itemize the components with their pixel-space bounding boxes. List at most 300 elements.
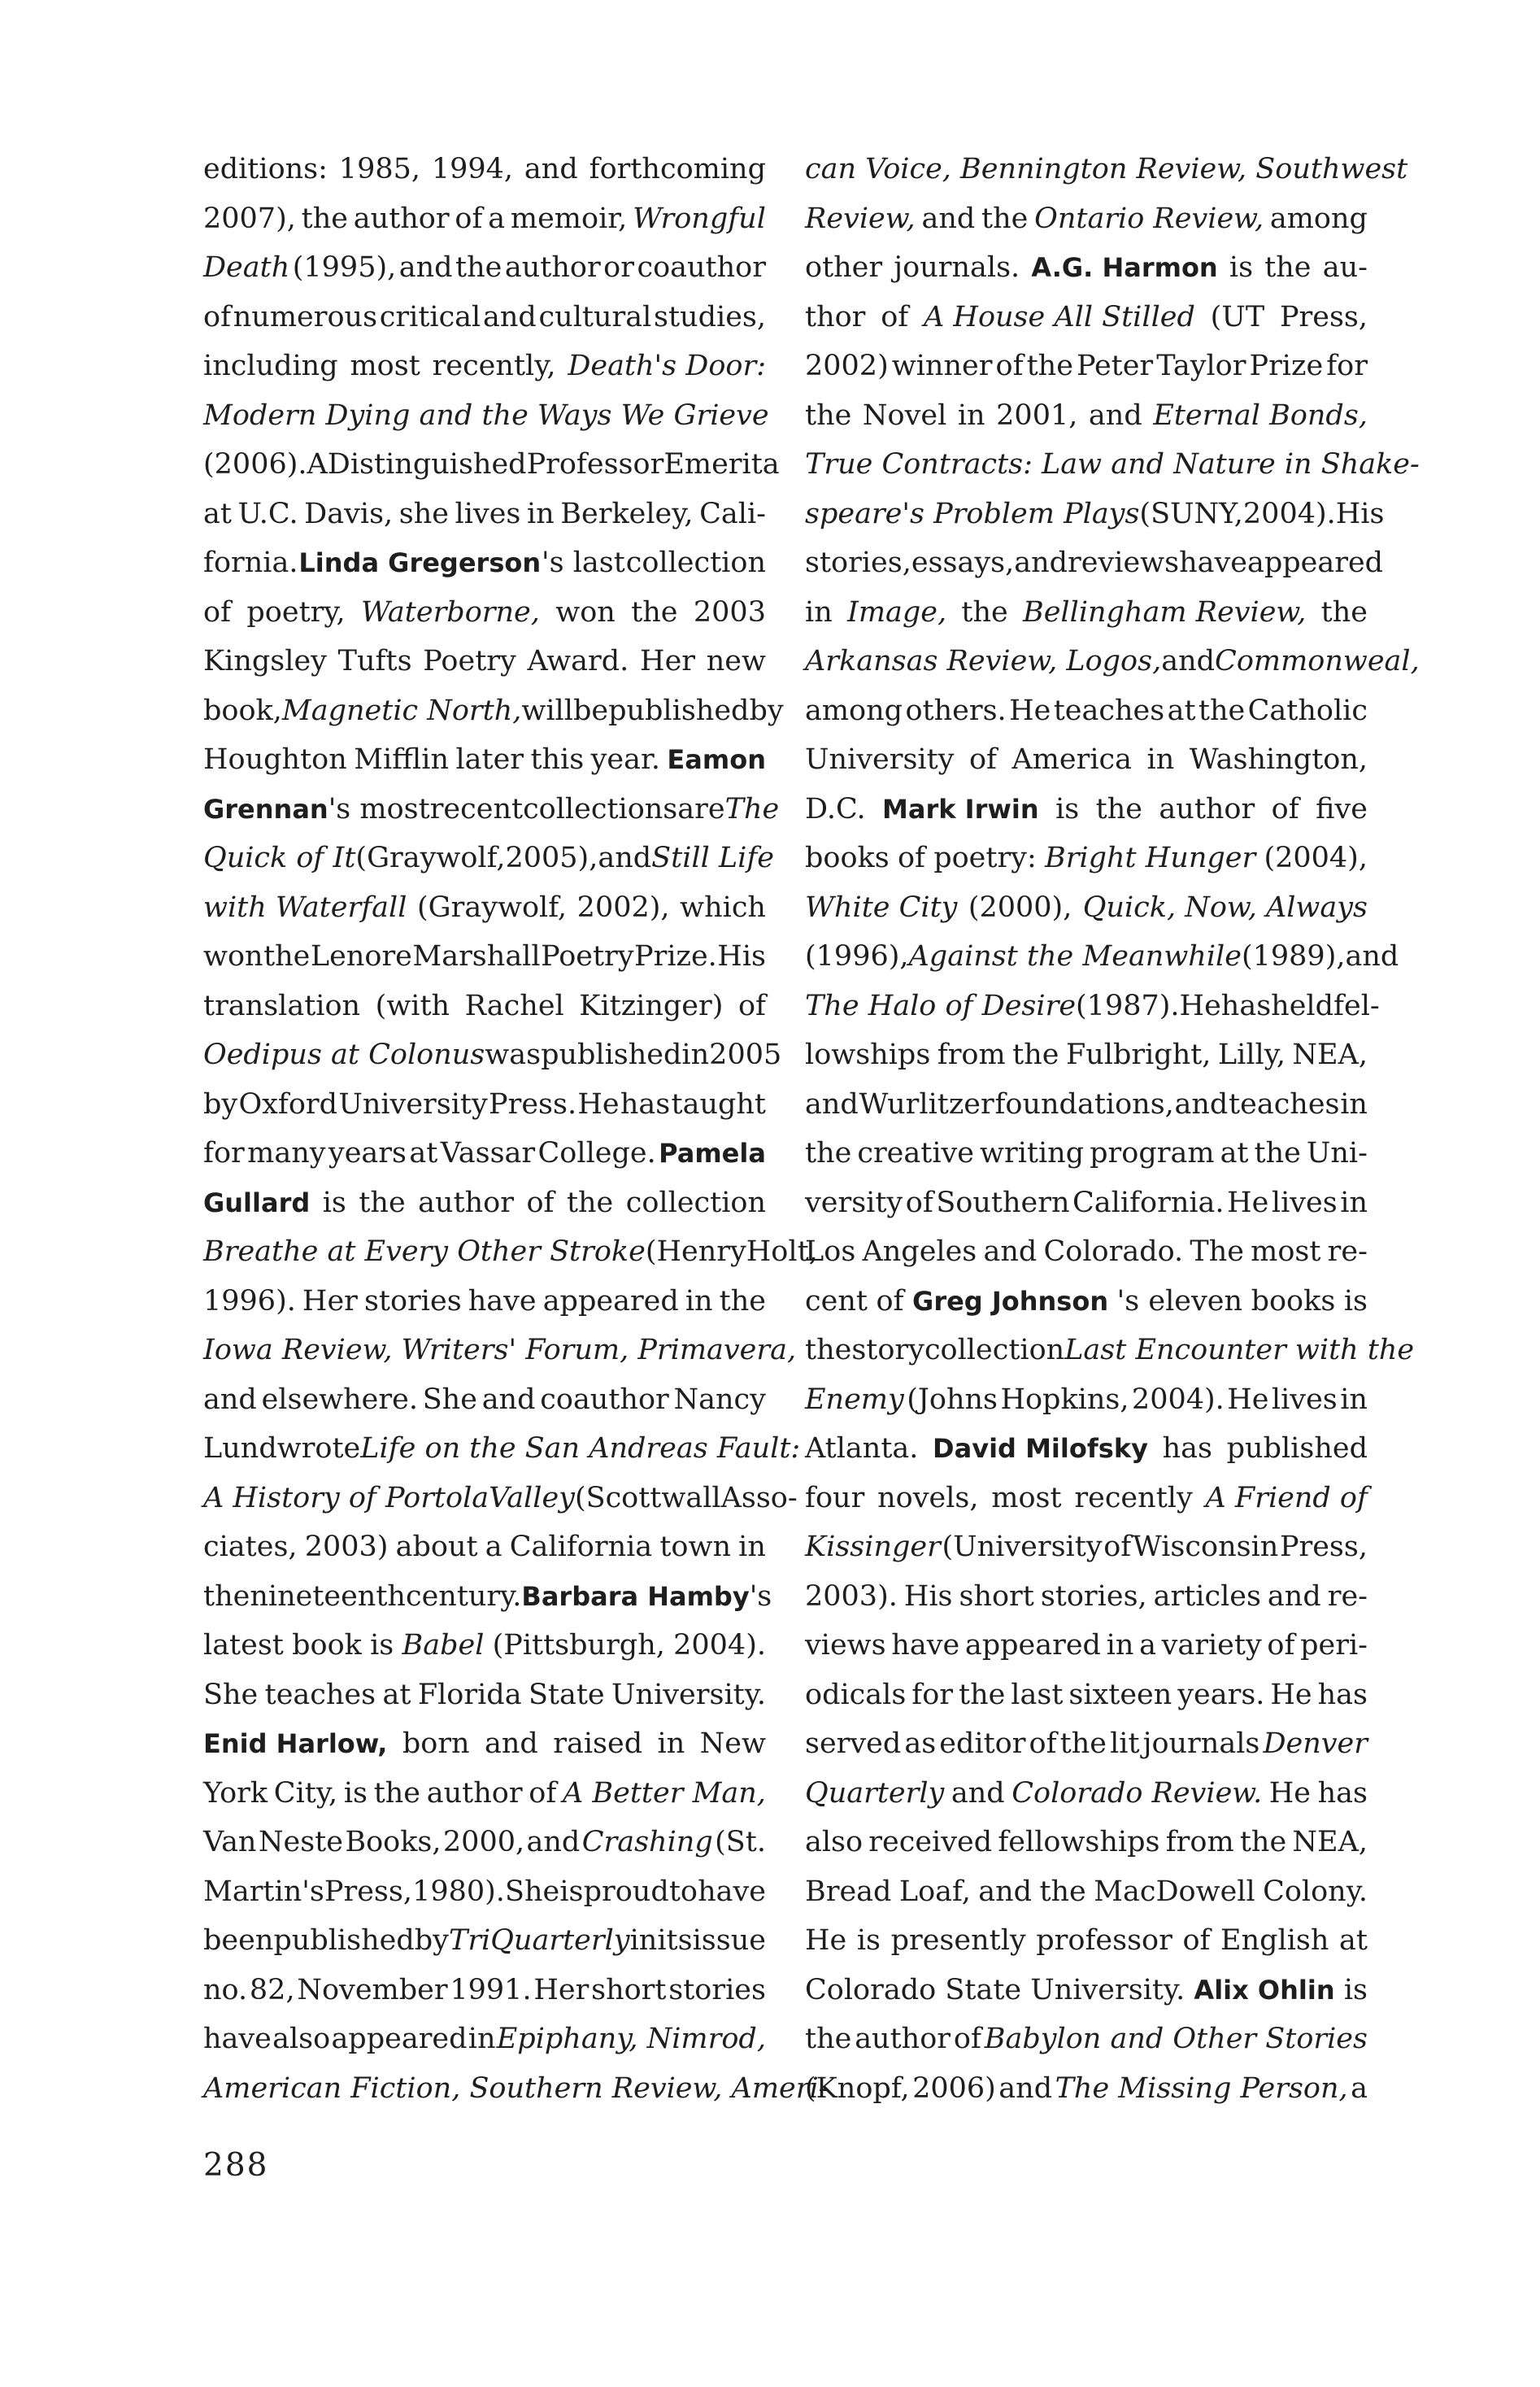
text-run: Last Encounter with the [1064,1334,1415,1366]
text-run: are [677,792,725,825]
text-run: is [1055,792,1080,825]
text-run: latest [203,1629,284,1662]
text-run: won [555,595,616,629]
text-run: teaches [1053,694,1165,727]
text-run: poetry, [246,595,346,629]
text-run: appeared [964,1629,1101,1662]
text-run: Her [533,1973,589,2006]
text-run: A Friend of [1205,1481,1368,1514]
text-run: and [1161,645,1216,677]
text-run: of [881,300,909,333]
text-run: recently, [432,350,556,382]
text-run: of [526,1186,555,1219]
text-run: cent [805,1284,868,1318]
text-run: Catholic [1247,694,1368,727]
text-run: raised [553,1727,643,1760]
text-run: Waterborne, [361,595,540,629]
text-run: 1994, [431,153,514,185]
text-run: in [629,1924,658,1957]
text-run: New [699,1727,766,1760]
text-line [805,194,1368,244]
text-run: English [1220,1924,1329,1957]
text-run: au- [1322,251,1368,284]
text-run: Epiphany, Nimrod, [496,2023,766,2055]
text-run: and [1174,1087,1229,1121]
text-line [805,1375,1368,1425]
text-run: (UT [1210,300,1265,333]
text-run: and [524,153,578,185]
text-run: The Missing Person, [1055,2071,1348,2105]
page-number: 288 [203,2147,269,2184]
text-run: in [1106,1629,1134,1662]
text-run: collection [625,1186,766,1219]
text-line [805,883,1368,933]
text-line [203,1424,801,1474]
text-line [805,1129,1368,1178]
text-line [203,1818,766,1867]
text-run: odicals [805,1678,907,1711]
contributor-name: A.G. Harmon [1031,252,1218,283]
text-line [805,1227,1368,1277]
text-run: and [203,1383,257,1416]
text-run: no. [203,1973,248,2006]
text-run: new [706,645,766,677]
text-line [805,1867,1368,1917]
text-run: Poetry [541,940,634,973]
text-line [203,735,766,785]
text-run: stories [668,1973,766,2006]
text-run: re- [1327,1579,1368,1613]
text-run: fel- [1333,989,1380,1022]
text-run: story [851,1334,924,1366]
text-run: the [1026,350,1073,382]
text-run: published [608,694,750,727]
text-line [805,440,1420,490]
text-run: the [1239,1826,1287,1858]
text-run: numerous [233,300,378,333]
text-run: 's most [328,792,430,825]
text-run: 2007), [203,202,296,235]
text-run: in [957,399,985,432]
text-run: 2003). [805,1579,898,1613]
text-run: born [402,1727,470,1760]
text-run: for [911,1678,954,1711]
text-line [203,1030,782,1080]
text-run: teaches [1229,1087,1340,1121]
text-run: appeared [1246,547,1384,579]
text-line [805,1572,1368,1622]
text-run: stories, [805,547,911,579]
text-run: author [426,1776,523,1810]
text-run: Uni- [1306,1137,1368,1170]
text-run: November [297,1973,448,2006]
text-run: memoir, [510,202,628,235]
text-run: 2003 [693,595,766,629]
text-line [203,391,769,441]
text-run: have [698,1875,766,1908]
text-line [203,588,766,638]
text-run: cultural [538,300,652,333]
text-run: by [203,1087,238,1121]
text-run: is [1343,1973,1368,2006]
text-run: of [995,350,1024,382]
text-line [805,2015,1368,2064]
text-run: the [961,595,1008,629]
text-run: which [680,891,766,924]
text-run: wrote [276,1432,361,1465]
text-run: short [959,1579,1034,1613]
text-run: Babylon and Other Stories [984,2023,1368,2055]
text-run: have [1179,547,1247,579]
text-run: collection [924,1334,1065,1366]
text-run: or [603,251,634,284]
text-run: Mifflin [354,743,450,776]
text-line [203,1178,766,1228]
text-run: Magnetic North, [281,694,522,727]
text-run: TriQuarterly [448,1924,630,1957]
text-run: for [1326,350,1368,382]
text-run: years. [1177,1678,1265,1711]
text-run: is [856,1924,881,1957]
text-run: winner [891,350,993,382]
text-line [203,1867,766,1917]
text-run: writing [980,1137,1085,1170]
text-run: 1991. [450,1973,532,2006]
text-line [203,1966,766,2015]
text-run: views [805,1629,886,1662]
text-run: from [937,1039,1006,1071]
text-run: Against the Meanwhile [908,940,1242,973]
text-line [203,145,766,194]
text-line [203,440,780,490]
text-run: served [805,1727,902,1760]
text-run: re- [1327,1235,1368,1268]
text-run: Cali- [699,497,766,530]
text-run: articles [1153,1579,1261,1613]
text-line [203,194,766,244]
text-run: others. [905,694,1007,727]
text-run: The [724,792,780,825]
text-line [203,1522,766,1572]
text-run: also [272,2023,331,2055]
text-run: of [905,1186,933,1219]
text-run: 's last [542,547,625,579]
text-run: Emerita [663,448,780,481]
text-run: nineteenth [250,1579,406,1613]
text-run: foundations, [994,1087,1174,1121]
right-text-column [805,145,1420,2113]
text-run: Nancy [673,1383,766,1416]
text-line [805,932,1399,982]
text-run: (University [942,1531,1103,1563]
text-run: lives [1271,1383,1338,1416]
text-run: Colorado Review. [1011,1776,1263,1810]
text-run: Washington, [1189,743,1368,776]
text-run: Press, [1279,1531,1368,1563]
text-run: for [203,1137,245,1170]
text-line [805,1769,1368,1819]
text-run: Quarterly [805,1776,945,1810]
text-line [805,490,1385,539]
text-line [805,1080,1368,1130]
text-run: Prize [1249,350,1324,382]
text-run: of [1103,1531,1132,1563]
text-run: essays, [911,547,1015,579]
text-run: the [805,2023,852,2055]
text-run: the [981,202,1029,235]
text-line [203,1474,798,1523]
text-run: books [1251,1284,1336,1318]
text-run: also [805,1826,864,1858]
text-run: and [998,2071,1053,2105]
text-run: (1996), [805,940,909,973]
text-run: 82, [249,1973,295,2006]
contributor-name: Gullard [203,1187,311,1218]
text-run: (Graywolf, [417,891,568,924]
text-run: Oedipus at Colonus [203,1039,485,1071]
text-run: reviews [1068,547,1180,579]
text-run: forthcoming [589,153,766,185]
text-run: Lund [203,1432,277,1465]
text-run: the [359,1186,406,1219]
text-run: the [373,1776,421,1810]
text-run: 2004). [1131,1383,1225,1416]
text-line [203,834,775,883]
text-run: published [1226,1432,1368,1465]
text-line [805,243,1368,293]
text-run: of [876,1284,904,1318]
text-run: She [203,1678,259,1711]
text-run: (Pittsburgh, [492,1629,665,1662]
text-line [203,1326,797,1375]
text-run: to [668,1875,698,1908]
text-run: the [719,1284,766,1318]
text-run: and [983,1235,1038,1268]
text-run: at [1167,694,1196,727]
text-run: She [422,1383,477,1416]
text-run: is [343,1776,368,1810]
text-line [805,293,1368,342]
text-line [203,883,766,933]
text-run: a [485,1531,502,1563]
text-run: A Better Man, [563,1776,766,1810]
text-run: Bread [805,1875,892,1908]
text-run: of [968,743,997,776]
text-run: lives [1271,1186,1338,1219]
text-line [805,637,1420,686]
text-run: versity [805,1186,903,1219]
text-run: Berkeley, [560,497,694,530]
text-line [805,1966,1368,2015]
text-run: (2000), [968,891,1072,924]
text-line [805,1030,1368,1080]
text-line [805,1670,1368,1720]
text-run: State [528,1678,605,1711]
text-run: California [509,1531,653,1563]
text-run: Bright Hunger [1044,842,1256,874]
text-run: and [1345,940,1399,973]
text-run: Modern Dying and the Ways We Grieve [203,399,769,432]
text-run: University [805,743,955,776]
text-run: was [485,1039,542,1071]
text-run: 1996). [203,1284,296,1318]
text-run: and [485,1727,538,1760]
text-line [805,1277,1368,1326]
text-run: Colony. [1263,1875,1368,1908]
text-run: Van [203,1826,257,1858]
text-run: critical [379,300,481,333]
text-run: of [737,989,766,1022]
text-run: books [805,842,890,874]
text-run: Hopkins, [1000,1383,1129,1416]
text-run: the [959,1678,1006,1711]
text-line [203,1277,766,1326]
text-run: (Graywolf, [355,842,506,874]
text-run: He [805,1924,847,1957]
text-run: NEA, [1292,1826,1368,1858]
text-run: among [805,694,903,727]
text-run: from [1165,1826,1234,1858]
text-run: MacDowell [1094,1875,1255,1908]
text-run: editions: [203,153,328,185]
text-run: Rachel [464,989,564,1022]
text-run: speare's Problem Plays [805,497,1140,530]
contributor-name: David Milofsky [933,1433,1148,1464]
text-run: the [1012,1039,1059,1071]
text-run: other [805,251,883,284]
contributor-name: Grennan [203,793,328,825]
text-run: The Halo of Desire [805,989,1077,1022]
text-run: in [805,595,833,629]
text-run: 1985, [338,153,420,185]
text-run: Commonweal, [1215,645,1420,677]
text-run: received [868,1826,993,1858]
text-run: and [526,1826,581,1858]
text-line [203,1916,766,1966]
text-run: the [805,399,852,432]
text-run: in [1146,743,1175,776]
text-run: year. [590,743,660,776]
text-run: of [529,1776,557,1810]
text-run: Novel [862,399,947,432]
text-run: Holt, [746,1235,818,1268]
text-run: the [1320,595,1368,629]
text-run: Image, [847,595,947,629]
contributor-name: Pamela [659,1138,766,1169]
text-run: She [505,1875,560,1908]
text-run: Kissinger [805,1531,941,1563]
text-run: the [1264,251,1312,284]
text-run: is [1343,1284,1368,1318]
text-run: later [455,743,524,776]
text-run: many [247,1137,326,1170]
text-line [805,1719,1368,1769]
text-run: He [1009,694,1051,727]
text-run: of [1267,1629,1295,1662]
text-run: U.C. [237,497,298,530]
text-run: of [1271,792,1299,825]
text-run: the [301,202,348,235]
text-run: a [1351,2071,1368,2105]
text-run: at [382,1678,411,1711]
text-line [805,1178,1368,1228]
text-run: lives [455,497,521,530]
text-run: (1989), [1241,940,1346,973]
text-run: York [203,1776,268,1810]
text-run: author [855,2023,951,2055]
text-run: Los [805,1235,856,1268]
text-run: recently [1074,1481,1193,1514]
text-run: author [353,202,450,235]
text-run: and [1014,547,1068,579]
text-run: will [521,694,573,727]
text-run: five [1316,792,1368,825]
text-run: has [1317,1776,1368,1810]
text-line [203,1769,766,1819]
text-run: The [1190,1235,1244,1268]
text-run: appeared [331,2023,468,2055]
text-run: the [805,1334,852,1366]
text-run: be [572,694,609,727]
text-run: most [991,1481,1062,1514]
text-run: State [945,1973,1022,2006]
text-run: can Voice, Bennington Review, Southwest [805,153,1408,185]
text-run: the [1039,1875,1086,1908]
text-run: Lenore [310,940,412,973]
text-run: and [1088,399,1142,432]
text-run: and [921,202,976,235]
text-run: (Scottwall [574,1481,721,1514]
text-run: Bellingham Review, [1023,595,1307,629]
text-run: poetry: [933,842,1037,874]
text-run: by [749,694,784,727]
text-line [203,1375,766,1425]
text-run: last [1011,1678,1064,1711]
text-run: He [1268,1776,1312,1810]
text-run: (with [375,989,450,1022]
text-line [203,637,766,686]
text-line [805,1818,1368,1867]
text-line [203,243,766,293]
text-run: variety [1161,1629,1262,1662]
text-run: Review, [805,202,916,235]
text-run: book, [203,694,282,727]
text-run: University. [611,1678,766,1711]
text-run: in [681,1039,710,1071]
text-run: A [307,448,328,481]
text-run: been [203,1924,274,1957]
text-run: in [1340,1383,1368,1416]
text-run: and [951,1776,1005,1810]
text-run: University. [1030,1973,1185,2006]
text-run: and [482,300,537,333]
text-run: America [1011,743,1133,776]
text-run: University [338,1087,488,1121]
text-run: author [1159,792,1255,825]
text-line [805,391,1368,441]
text-run: the [1198,694,1246,727]
text-run: American Fiction, Southern Review, Ameri- [203,2071,829,2105]
text-line [203,686,784,736]
text-run: presently [890,1924,1026,1957]
text-run: 2002) [805,350,889,382]
text-run: Poetry [423,645,516,677]
text-run: 's eleven [1116,1284,1243,1318]
text-line [805,538,1384,588]
text-run: California. [1072,1186,1225,1219]
text-run: in [526,497,555,530]
text-run: Ontario Review, [1034,202,1264,235]
